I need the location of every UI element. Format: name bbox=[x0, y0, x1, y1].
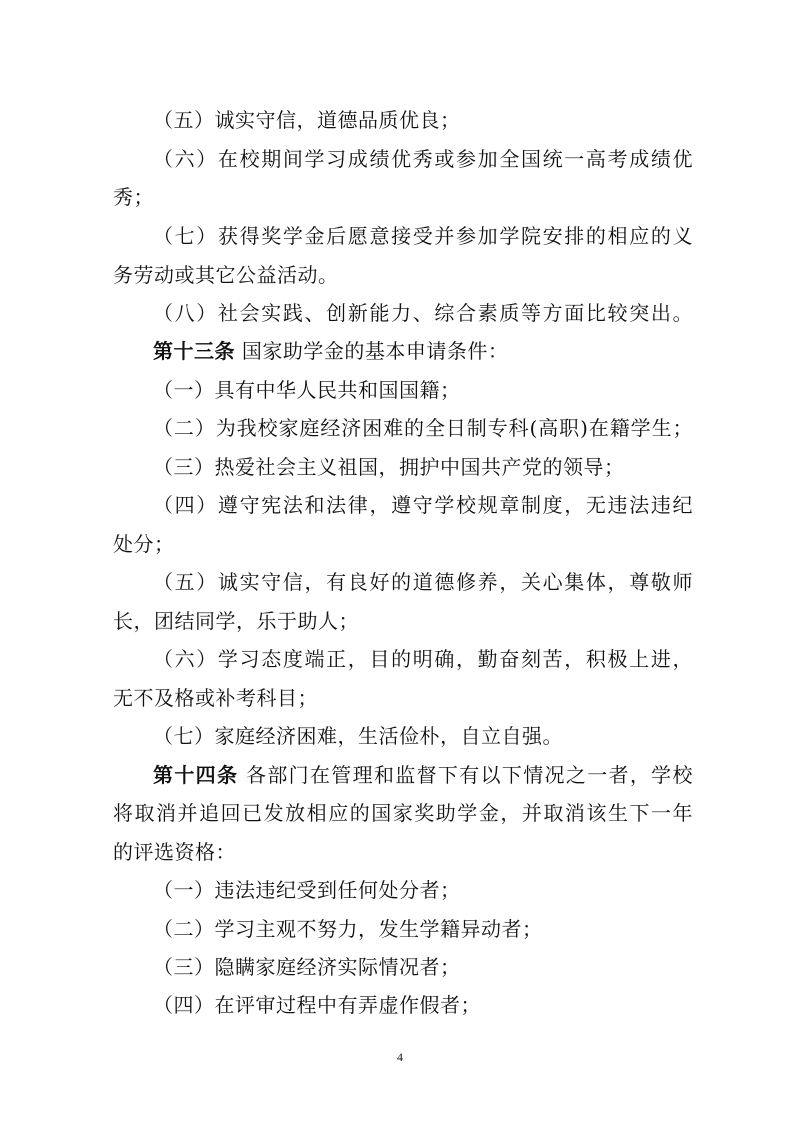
paragraph-line: （三）热爱社会主义祖国，拥护中国共产党的领导； bbox=[153, 455, 625, 479]
article-text: 各部门在管理和监督下有以下情况之一者，学校 bbox=[246, 763, 694, 787]
paragraph-line: 无不及格或补考科目； bbox=[113, 686, 318, 710]
paragraph-line: 长，团结同学，乐于助人； bbox=[113, 609, 359, 633]
paragraph-line: （四）遵守宪法和法律，遵守学校规章制度，无违法违纪 bbox=[153, 493, 693, 517]
article-paragraph-line bbox=[153, 761, 693, 789]
paragraph-line: （二）学习主观不努力，发生学籍异动者； bbox=[153, 917, 543, 941]
article-number: 第十四条 bbox=[153, 763, 239, 787]
paragraph-line: （七）家庭经济困难，生活俭朴，自立自强。 bbox=[153, 724, 563, 748]
paragraph-line: 的评选资格： bbox=[113, 840, 236, 864]
page-number: 4 bbox=[397, 1050, 403, 1064]
paragraph-line: （三）隐瞒家庭经济实际情况者； bbox=[153, 955, 461, 979]
paragraph-line: （六）学习态度端正，目的明确，勤奋刻苦，积极上进， bbox=[153, 647, 693, 671]
paragraph-line: 处分； bbox=[113, 532, 175, 556]
article-text: 国家助学金的基本申请条件： bbox=[241, 339, 509, 363]
article-paragraph-line bbox=[153, 337, 693, 365]
paragraph-line: （六）在校期间学习成绩优秀或参加全国统一高考成绩优 bbox=[153, 147, 693, 171]
paragraph-line: （七）获得奖学金后愿意接受并参加学院安排的相应的义 bbox=[153, 224, 693, 248]
paragraph-line: （一）具有中华人民共和国国籍； bbox=[153, 378, 461, 402]
paragraph-line: （四）在评审过程中有弄虚作假者； bbox=[153, 993, 481, 1017]
paragraph-line: 务劳动或其它公益活动。 bbox=[113, 263, 339, 287]
paragraph-line: （二）为我校家庭经济困难的全日制专科(高职)在籍学生； bbox=[153, 416, 693, 440]
paragraph-line: 将取消并追回已发放相应的国家奖助学金，并取消该生下一年 bbox=[113, 801, 693, 825]
paragraph-line: （五）诚实守信，有良好的道德修养，关心集体，尊敬师 bbox=[153, 570, 693, 594]
article-number: 第十三条 bbox=[153, 339, 235, 363]
paragraph-line: （一）违法违纪受到任何处分者； bbox=[153, 878, 461, 902]
paragraph-line: （五）诚实守信，道德品质优良； bbox=[153, 108, 461, 132]
paragraph-line: 秀； bbox=[113, 185, 154, 209]
paragraph-line: （八）社会实践、创新能力、综合素质等方面比较突出。 bbox=[153, 301, 693, 325]
